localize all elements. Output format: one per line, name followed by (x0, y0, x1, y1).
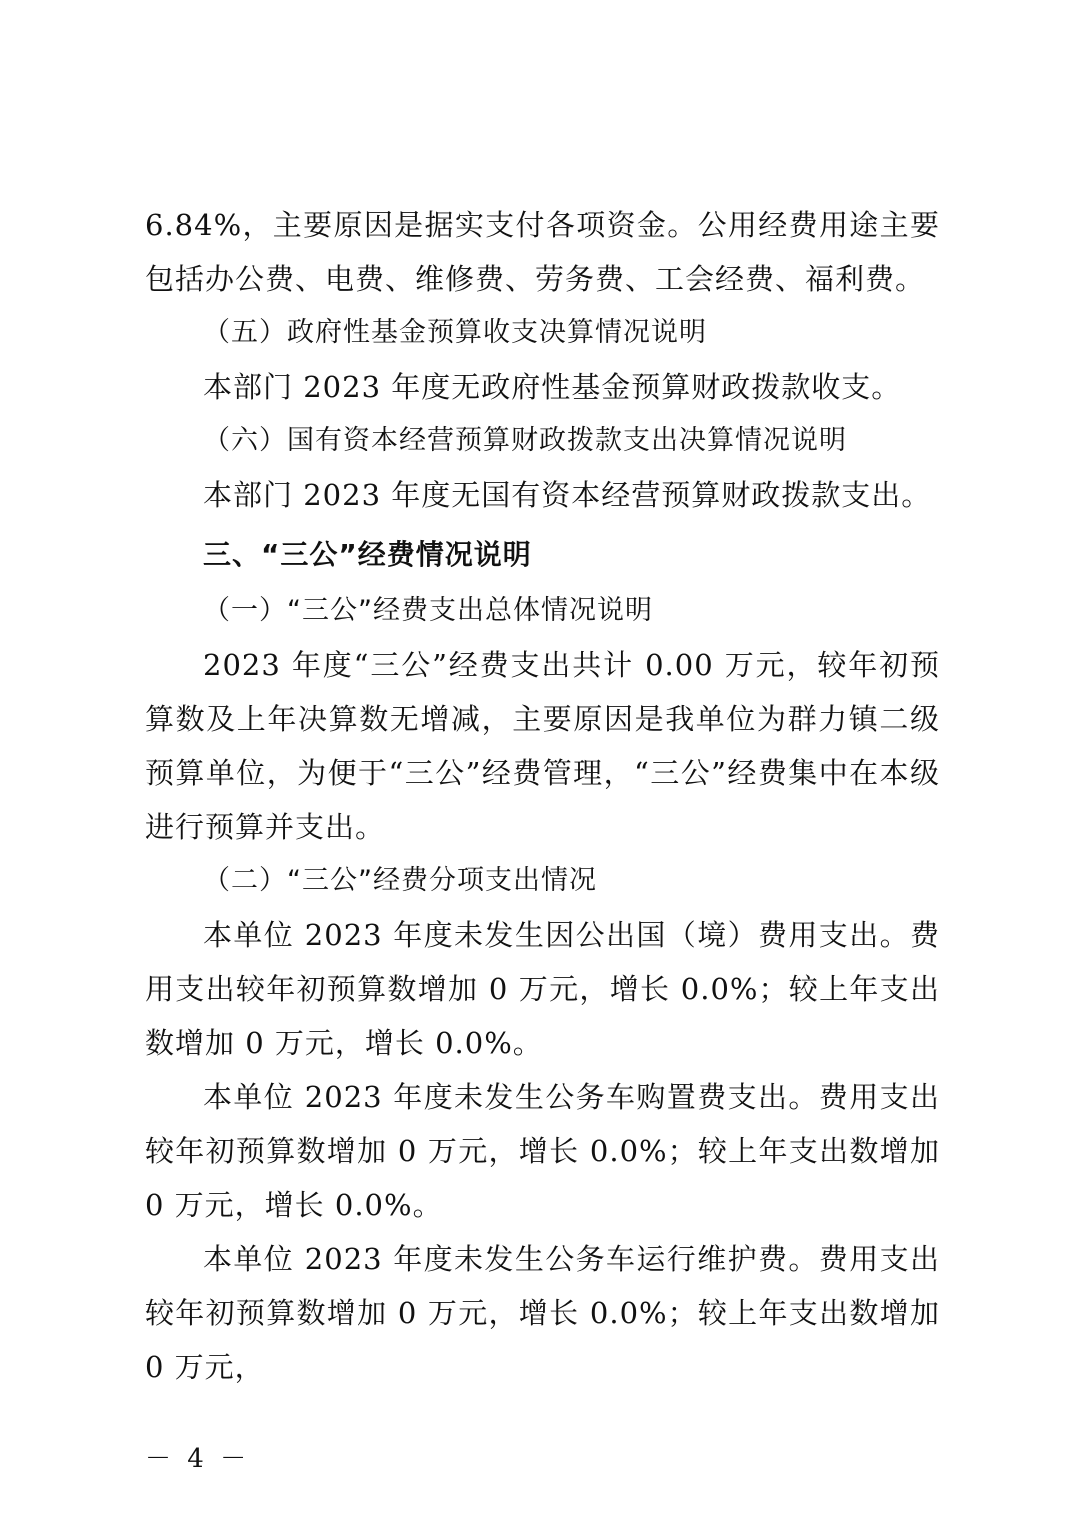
paragraph-vehicle-purchase: 本单位 2023 年度未发生公务车购置费支出。费用支出较年初预算数增加 0 万元，增长 0.0%；较上年支出数增加 0 万元，增长 0.0%。 (145, 1080, 940, 1222)
heading-government-fund: （五）政府性基金预算收支决算情况说明 (203, 317, 707, 348)
section-heading-three-public: 三、“三公”经费情况说明 (203, 538, 532, 571)
subheading-itemized: （二）“三公”经费分项支出情况 (203, 865, 597, 896)
document-body (145, 198, 940, 1394)
paragraph-vehicle-maintenance: 本单位 2023 年度未发生公务车运行维护费。费用支出较年初预算数增加 0 万元，增长 0.0%；较上年支出数增加 0 万元， (145, 1242, 940, 1384)
heading-state-capital: （六）国有资本经营预算财政拨款支出决算情况说明 (203, 425, 847, 456)
paragraph-public-expense-continued: 6.84%，主要原因是据实支付各项资金。公用经费用途主要包括办公费、电费、维修费、劳务费、工会经费、福利费。 (145, 208, 940, 296)
paragraph-overseas-travel: 本单位 2023 年度未发生因公出国（境）费用支出。费用支出较年初预算数增加 0 万元，增长 0.0%；较上年支出数增加 0 万元，增长 0.0%。 (145, 918, 940, 1060)
paragraph-state-capital: 本部门 2023 年度无国有资本经营预算财政拨款支出。 (203, 478, 932, 512)
paragraph-overall: 2023 年度“三公”经费支出共计 0.00 万元，较年初预算数及上年决算数无增减，主要原因是我单位为群力镇二级预算单位，为便于“三公”经费管理，“三公”经费集中在本级进行预算并支出。 (145, 648, 940, 844)
subheading-overall: （一）“三公”经费支出总体情况说明 (203, 595, 653, 626)
page-number: － 4 － (145, 1444, 251, 1474)
paragraph-government-fund: 本部门 2023 年度无政府性基金预算财政拨款收支。 (203, 370, 902, 404)
